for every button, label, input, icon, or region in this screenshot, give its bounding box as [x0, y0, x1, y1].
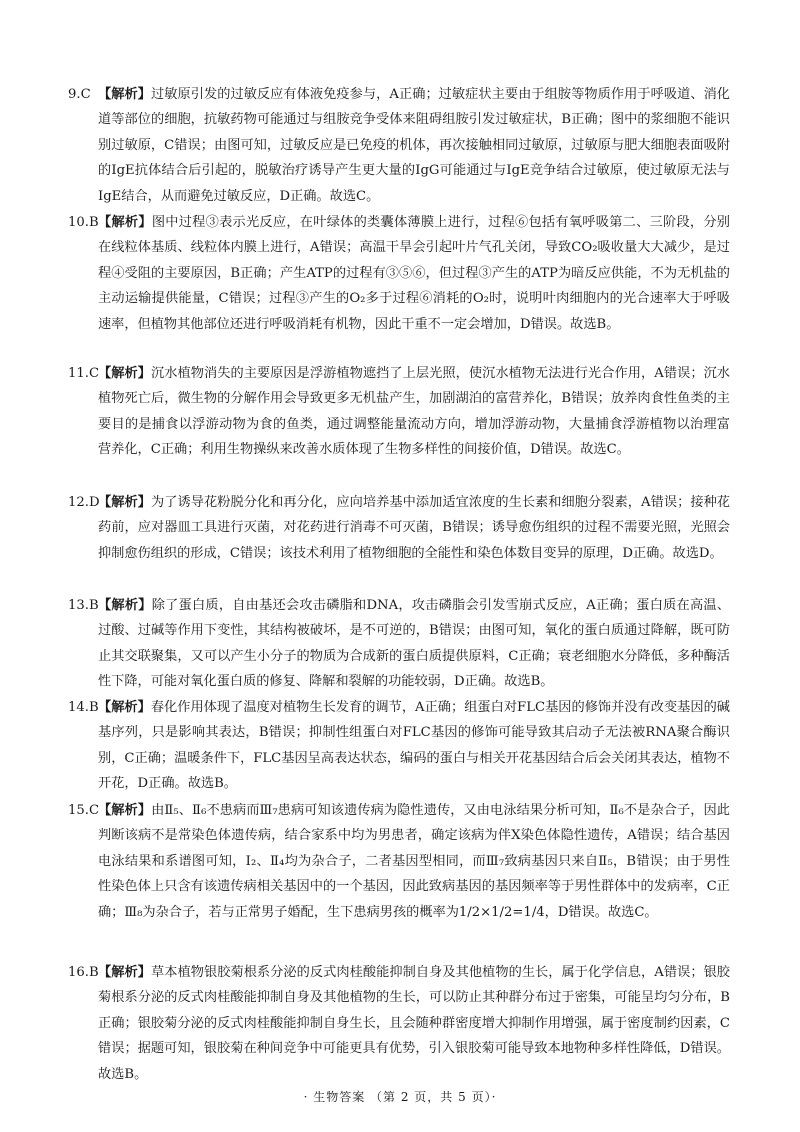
- analysis-tag: 【解析】: [98, 215, 152, 230]
- analysis-tag: 【解析】: [98, 965, 151, 980]
- answer-text: 沉水植物消失的主要原因是浮游植物遮挡了上层光照，使沉水植物无法进行光合作用，A错误；沉水植物死亡后，微生物的分解作用会导致更多无机盐产生，加剧湖泊的富营养化，B错误；放养肉食性鱼类的主要目的是捕食以浮游动物为食的鱼类，通过调整能量流动方向，增加浮游动物，大量捕食浮游植物以治理富营养化，C正确；利用生物操纵来改善水质体现了生物多样性的间接价值，D错误。故选C。: [98, 366, 730, 458]
- analysis-tag: 【解析】: [98, 366, 151, 381]
- answer-item: [68, 82, 730, 210]
- answer-item: [68, 695, 730, 798]
- answer-text: 过敏原引发的过敏反应有体液免疫参与，A正确；过敏症状主要由于组胺等物质作用于呼吸道、消化道等部位的细胞，抗敏药物可能通过与组胺竞争受体来阻碍组胺引发过敏症状，B正确；图中的浆细胞不能识别过敏原，C错误；由图可知，过敏反应是已免疫的机体，再次接触相同过敏原，过敏原与肥大细胞表面吸附的IgE抗体结合后引起的，脱敏治疗诱导产生更大量的IgG可能通过与IgE竞争结合过敏原，使过敏原无法与IgE结合，从而避免过敏反应，D正确。故选C。: [98, 87, 730, 204]
- answer-list: [68, 82, 731, 1088]
- analysis-tag: 【解析】: [98, 803, 152, 818]
- answer-number: 9.C: [68, 87, 91, 102]
- answer-item: [68, 490, 730, 593]
- answer-text: 由Ⅱ₅、Ⅱ₆不患病而Ⅲ₇患病可知该遗传病为隐性遗传，又由电泳结果分析可知，Ⅱ₆不是杂合子，因此判断该病不是常染色体遗传病，结合家系中均为男患者，确定该病为伴X染色体隐性遗传，A错误；结合基因电泳结果和系谱图可知，Ⅰ₂、Ⅱ₄均为杂合子，二者基因型相同，而Ⅲ₇致病基因只来自Ⅱ₅，B错误；由于男性性染色体上只含有该遗传病相关基因中的一个基因，因此致病基因的基因频率等于男性群体中的发病率，C正确；Ⅲ₈为杂合子，若与正常男子婚配，生下患病男孩的概率为1/2×1/2=1/4，D错误。故选C。: [98, 803, 730, 920]
- answer-number: 15.C: [68, 803, 100, 818]
- answer-text: 草本植物银胶菊根系分泌的反式肉桂酸能抑制自身及其他植物的生长，属于化学信息，A错误；银胶菊根系分泌的反式肉桂酸能抑制自身及其他植物的生长，可以防止其种群分布过于密集，可能呈均匀分布，B正确；银胶菊分泌的反式肉桂酸能抑制自身生长，且会随种群密度增大抑制作用增强，属于密度制约因素，C错误；据题可知，银胶菊在种间竞争中可能更具有优势，引入银胶菊可能导致本地物种多样性降低，D错误。故选B。: [98, 965, 730, 1082]
- answer-number: 13.B: [68, 598, 99, 613]
- analysis-tag: 【解析】: [98, 87, 151, 102]
- answer-text: 图中过程③表示光反应，在叶绿体的类囊体薄膜上进行，过程⑥包括有氧呼吸第二、三阶段，分别在线粒体基质、线粒体内膜上进行，A错误；高温干旱会引起叶片气孔关闭，导致CO₂吸收量大大减少，是过程④受阻的主要原因，B正确；产生ATP的过程有③⑤⑥，但过程③产生的ATP为暗反应供能，不为无机盐的主动运输提供能量，C错误；过程③产生的O₂多于过程⑥消耗的O₂时，说明叶肉细胞内的光合速率大于呼吸速率，但植物其他部位还进行呼吸消耗有机物，因此干重不一定会增加，D错误。故选B。: [98, 215, 730, 332]
- answer-item: [68, 210, 730, 361]
- analysis-tag: 【解析】: [98, 700, 151, 715]
- answer-item: [68, 960, 730, 1088]
- answer-item: [68, 798, 730, 960]
- answer-item: [68, 593, 731, 695]
- answer-text: 春化作用体现了温度对植物生长发育的调节，A正确；组蛋白对FLC基因的修饰并没有改变基因的碱基序列，只是影响其表达，B错误；抑制性组蛋白对FLC基因的修饰可能导致其启动子无法被RNA聚合酶识别，C正确；温暖条件下，FLC基因呈高表达状态，编码的蛋白与相关开花基因结合后会关闭其表达，植物不开花，D正确。故选B。: [98, 700, 730, 792]
- answer-number: 16.B: [68, 965, 99, 980]
- analysis-tag: 【解析】: [98, 495, 151, 510]
- answer-number: 12.D: [68, 495, 100, 510]
- answer-item: [68, 361, 730, 490]
- answer-number: 11.C: [68, 366, 100, 381]
- answer-text: 除了蛋白质，自由基还会攻击磷脂和DNA，攻击磷脂会引发雪崩式反应，A正确；蛋白质在高温、过酸、过碱等作用下变性，其结构被破坏，是不可逆的，B错误；由图可知，氧化的蛋白质通过降解，既可防止其交联聚集，又可以产生小分子的物质为合成新的蛋白质提供原料，C正确；衰老细胞水分降低，多种酶活性下降，可能对氧化蛋白质的修复、降解和裂解的功能较弱，D正确。故选B。: [98, 598, 731, 690]
- answer-number: 14.B: [68, 700, 99, 715]
- answer-text: 为了诱导花粉脱分化和再分化，应向培养基中添加适宜浓度的生长素和细胞分裂素，A错误；接种花药前，应对器皿工具进行灭菌，对花药进行消毒不可灭菌，B错误；诱导愈伤组织的过程不需要光照，光照会抑制愈伤组织的形成，C错误；该技术利用了植物细胞的全能性和染色体数目变异的原理，D正确。故选D。: [98, 495, 730, 561]
- analysis-tag: 【解析】: [98, 598, 152, 613]
- page-footer: · 生物答案 （第 2 页，共 5 页）·: [303, 1090, 497, 1104]
- answer-number: 10.B: [68, 215, 99, 230]
